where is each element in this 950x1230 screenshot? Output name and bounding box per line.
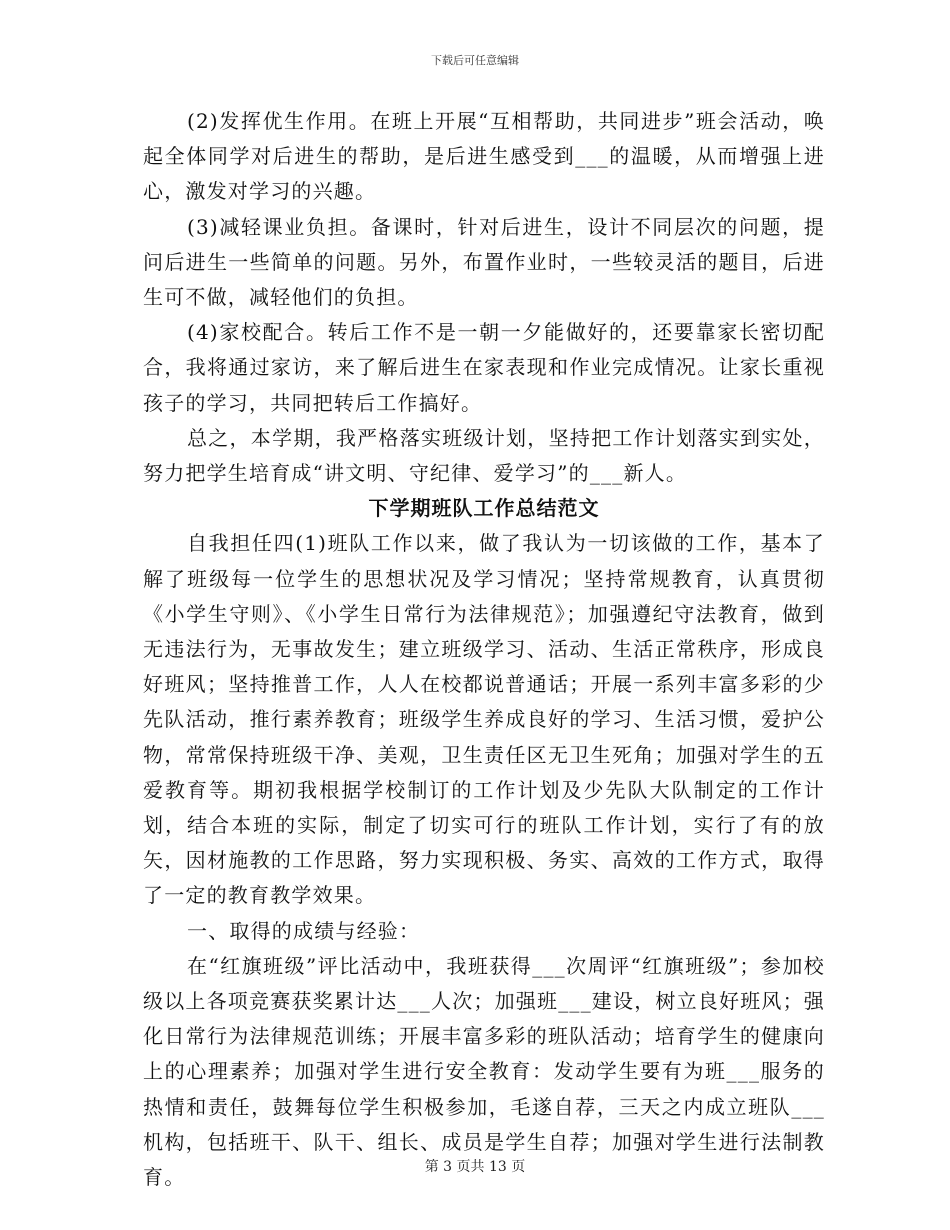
paragraph-heading-achievements: 一、取得的成绩与经验： bbox=[187, 918, 421, 943]
paragraph-achievements: 在“红旗班级”评比活动中，我班获得___次周评“红旗班级”；参加校级以上各项竞赛获奖累计达___人次；加强班___建设，树立良好班风；强化日常行为法律规范训练；开展丰富多彩的班队活动；培育学生的健康向上的心理素养；加强对学生进行安全教育：发动学生要有为班___服务的热情和责任，鼓舞每位学生积极参加，毛遂自荐，三天之内成立班队___机构，包括班干、队干、组长、成员是学生自荐；加强对学生进行法制教育。 bbox=[143, 953, 825, 1190]
page-header: 下载后可任意编辑 bbox=[431, 54, 519, 67]
paragraph-point-4: (4)家校配合。转后工作不是一朝一夕能做好的，还要靠家长密切配合，我将通过家访，来了解后进生在家表现和作业完成情况。让家长重视孩子的学习，共同把转后工作搞好。 bbox=[143, 320, 825, 415]
paragraph-intro: 自我担任四(1)班队工作以来，做了我认为一切该做的工作，基本了解了班级每一位学生的思想状况及学习情况；坚持常规教育，认真贯彻《小学生守则》、《小学生日常行为法律规范》；加强遵纪守法教育，做到无违法行为，无事故发生；建立班级学习、活动、生活正常秩序，形成良好班风；坚持推普工作，人人在校都说普通话；开展一系列丰富多彩的少先队活动，推行素养教育；班级学生养成良好的学习、生活习惯，爱护公物，常常保持班级干净、美观，卫生责任区无卫生死角；加强对学生的五爱教育等。期初我根据学校制订的工作计划及少先队大队制定的工作计划，结合本班的实际，制定了切实可行的班队工作计划，实行了有的放矢，因材施教的工作思路，努力实现积极、务实、高效的工作方式，取得了一定的教育教学效果。 bbox=[143, 531, 825, 908]
document-body bbox=[143, 104, 825, 1195]
section-title: 下学期班队工作总结范文 bbox=[368, 496, 600, 521]
paragraph-point-3: (3)减轻课业负担。备课时，针对后进生，设计不同层次的问题，提问后进生一些简单的问题。另外，布置作业时，一些较灵活的题目，后进生可不做，减轻他们的负担。 bbox=[143, 214, 825, 310]
paragraph-point-2: (2)发挥优生作用。在班上开展“互相帮助，共同进步”班会活动，唤起全体同学对后进生的帮助，是后进生感受到___的温暖，从而增强上进心，激发对学习的兴趣。 bbox=[143, 109, 825, 204]
page-footer: 第 3 页共 13 页 bbox=[424, 1159, 526, 1175]
paragraph-summary: 总之，本学期，我严格落实班级计划，坚持把工作计划落实到实处，努力把学生培育成“讲文明、守纪律、爱学习”的___新人。 bbox=[143, 425, 825, 486]
